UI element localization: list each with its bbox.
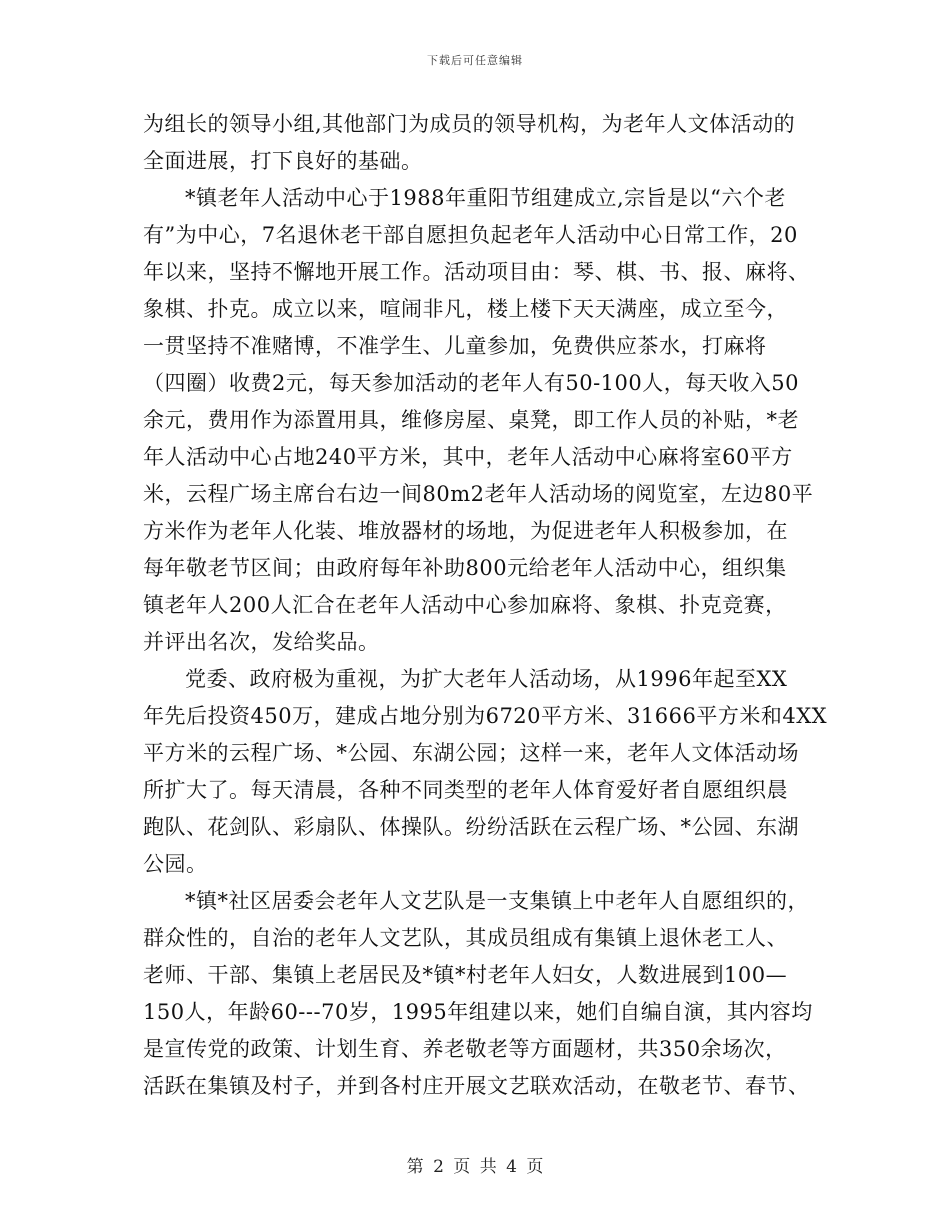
text-line: 米，云程广场主席台右边一间80m2老年人活动场的阅览室，左边80平 xyxy=(143,482,814,506)
document-body xyxy=(143,106,828,1105)
text-line: 平方米的云程广场、*公园、东湖公园；这样一来，老年人文体活动场 xyxy=(143,741,799,765)
text-line: 跑队、花剑队、彩扇队、体操队。纷纷活跃在云程广场、*公园、东湖 xyxy=(143,815,799,839)
page-number-footer: 第 2 页 共 4 页 xyxy=(406,1157,544,1177)
text-line: 群众性的，自治的老年人文艺队，其成员组成有集镇上退休老工人、 xyxy=(143,926,788,950)
text-line: 镇老年人200人汇合在老年人活动中心参加麻将、象棋、扑克竞赛， xyxy=(143,593,787,617)
text-line: 年先后投资450万，建成占地分别为6720平方米、31666平方米和4XX xyxy=(143,704,828,728)
text-line: 为组长的领导小组,其他部门为成员的领导机构，为老年人文体活动的 xyxy=(143,112,796,136)
text-line: *镇老年人活动中心于1988年重阳节组建成立,宗旨是以“六个老 xyxy=(185,186,786,210)
text-line: 每年敬老节区间；由政府每年补助800元给老年人活动中心，组织集 xyxy=(143,556,787,580)
text-line: （四圈）收费2元，每天参加活动的老年人有50-100人，每天收入50 xyxy=(143,371,799,395)
page-header: 下载后可任意编辑 xyxy=(427,54,523,67)
text-line: 象棋、扑克。成立以来，喧闹非凡，楼上楼下天天满座，成立至今， xyxy=(143,297,788,321)
text-line: 方米作为老年人化装、堆放器材的场地，为促进老年人积极参加，在 xyxy=(143,519,788,543)
text-line: 一贯坚持不准赌博，不准学生、儿童参加，免费供应茶水，打麻将 xyxy=(143,334,767,358)
text-line: 150人，年龄60---70岁，1995年组建以来，她们自编自演，其内容均 xyxy=(143,1000,813,1024)
text-line: 年以来，坚持不懈地开展工作。活动项目由：琴、棋、书、报、麻将、 xyxy=(143,260,810,284)
text-line: 是宣传党的政策、计划生育、养老敬老等方面题材，共350余场次， xyxy=(143,1037,787,1061)
text-line: 并评出名次，发给奖品。 xyxy=(143,630,380,654)
text-line: 年人活动中心占地240平方米，其中，老年人活动中心麻将室60平方 xyxy=(143,445,793,469)
text-line: 党委、政府极为重视，为扩大老年人活动场，从1996年起至XX xyxy=(185,667,788,691)
text-line: 有”为中心，7名退休老干部自愿担负起老年人活动中心日常工作，20 xyxy=(143,223,798,247)
text-line: 活跃在集镇及村子，并到各村庄开展文艺联欢活动，在敬老节、春节、 xyxy=(143,1074,810,1098)
text-line: 全面进展，打下良好的基础。 xyxy=(143,149,423,173)
text-line: 公园。 xyxy=(143,852,208,876)
text-line: *镇*社区居委会老年人文艺队是一支集镇上中老年人自愿组织的， xyxy=(185,889,809,913)
text-line: 所扩大了。每天清晨，各种不同类型的老年人体育爱好者自愿组织晨 xyxy=(143,778,788,802)
text-line: 老师、干部、集镇上老居民及*镇*村老年人妇女，人数进展到100— xyxy=(143,963,788,987)
text-line: 余元，费用作为添置用具，维修房屋、桌凳，即工作人员的补贴，*老 xyxy=(143,408,799,432)
